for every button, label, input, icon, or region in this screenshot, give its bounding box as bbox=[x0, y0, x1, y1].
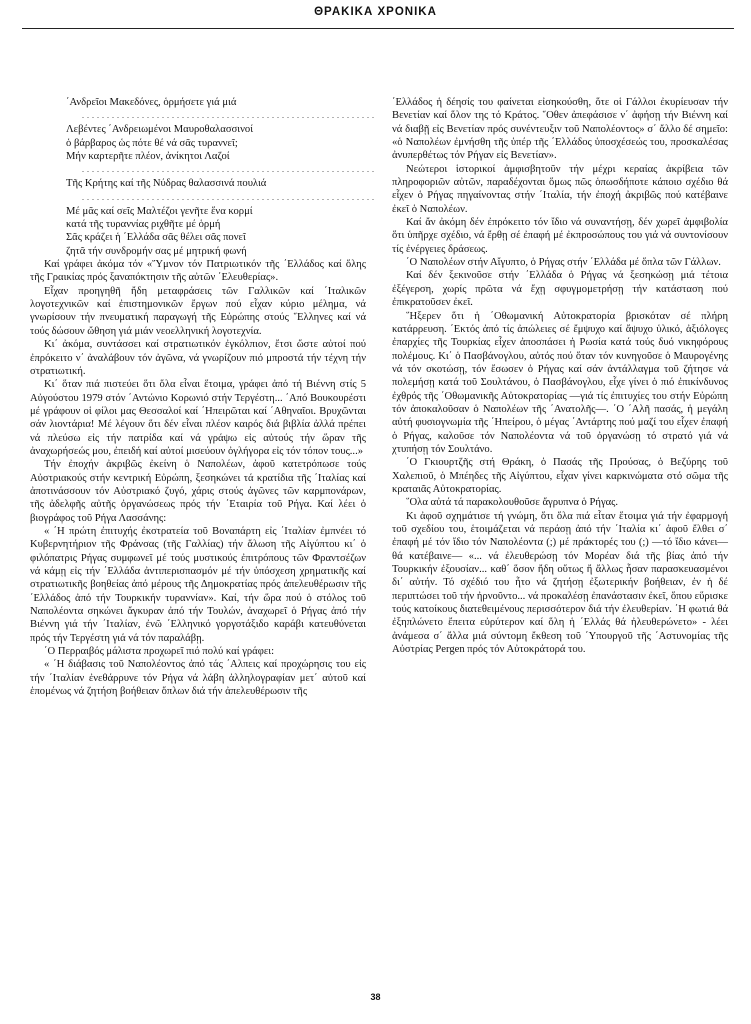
paragraph: ῞Ηξερεν ὅτι ἡ ΄Οθωμανική Αὐτοκρατορία βρισκόταν σέ πλήρη κατάρρευση. ΄Εκτός ἀπό τίς ἀπώλειες σέ ἔμψυχο καί ἄψυχο ὑλικό, ἀξιόλογες ἐπαρχίες τῆς Τουρκίας εἶχεν ἀποσπάσει ἡ Ρωσία κατά τούς δυό νικηφόρους πολέμους. Κι΄ ὁ Πασβάνογλου, αὐτός πού ὅταν τόν κυνηγοῦσε ὁ Μαυρογένης νά τόν σκοτώσῃ, τόν ἔσωσεν ὁ Ρήγας καί σάν ἀντάλλαγμα τοῦ ζήτησε νά πολεμήσῃ κατά τοῦ Σουλτάνου, ὁ Πασβάνογλου, εἶχε γίνει ὁ πιό ἐπικίνδυνος ἐχθρός τῆς ΄Οθωμανικῆς Αὐτοκρατορίας —γιά τίς ἐπιτυχίες του στήν Εὐρώπη τόν ἀποκαλοῦσαν ὁ Ναπολέων τῆς ΄Ανατολῆς—. ΄Ο ΄Αλῆ πασάς, ἡ μεγάλη αὐτή φυσιογνωμία τῆς ΄Ηπείρου, ὁ μέγας ΄Αντάρτης πού μαζί του εἶχεν ἐπαφή ὁ Ρήγας, καλοῦσε τόν Ναπολέοντα νά τοῦ ὀργανώσῃ τό στρατό γιά νά χτυπήσῃ τόν Σουλτάνο. bbox=[392, 310, 728, 455]
paragraph: Καί δέν ξεκινοῦσε στήν ΄Ελλάδα ὁ Ρήγας νά ξεσηκώσῃ μιά τέτοια ἐξέγερση, χωρίς πρῶτα νά ἔχῃ σφυγμομετρήσῃ τήν κατάσταση πού ἐπικρατοῦσεν ἐκεῖ. bbox=[392, 270, 728, 309]
paragraph: ΄Ο Γκιουρτζῆς στή Θράκη, ὁ Πασάς τῆς Προύσας, ὁ Βεζύρης τοῦ Χαλεπιοῦ, ὁ Μπέηδες τῆς Αἰγύπτου, εἶχαν γίνει καρκινώματα στό σῶμα τῆς κραταιᾶς Αὐτοκρατορίας. bbox=[392, 457, 728, 495]
paragraph: Τήν ἐποχήν ἀκριβῶς ἐκείνη ὁ Ναπολέων, ἀφοῦ κατετρόπωσε τούς Αὐστριακούς στήν κεντρική Εὐρώπη, ξεσηκώνει τά κρατίδια τῆς ΄Ιταλίας καί ἀποτινάσσουν τόν Αὐστριακό ζυγό, χάρις στούς ἀγῶνες τῶν καρμπονάρων, τῆς ἀδελφῆς αὐτῆς ὀργανώσεως πρός τήν ΄Εταιρία τοῦ Ρήγα. Καί λέει ὁ βιογράφος τοῦ Ρήγα Λασσάνης: bbox=[30, 459, 366, 524]
left-column bbox=[30, 96, 377, 698]
paragraph: ΄Ο Ναπολέων στήν Αἴγυπτο, ὁ Ρήγας στήν ΄Ελλάδα μέ ὅπλα τῶν Γάλλων. bbox=[406, 257, 721, 269]
poem-line: Μέ μᾶς καί σεῖς Μαλτέζοι γενῆτε ἕνα κορμί bbox=[66, 205, 253, 217]
poem-line: ὁ βάρβαρος ὡς πότε θέ νά σᾶς τυραννεῖ; bbox=[66, 137, 238, 149]
poem-line: Λεβέντες ΄Ανδρειωμένοι Μαυροθαλασσινοί bbox=[66, 124, 254, 136]
paragraph: Κι ἀφοῦ σχημάτισε τή γνώμη, ὅτι ὅλα πιά εἶταν ἕτοιμα γιά τήν ἐφαρμογή τοῦ σχεδίου του, ἑτοιμάζεται νά περάσῃ ἀπό τήν ΄Ιταλία κι΄ ἀφοῦ ἔλθει σ΄ ἐπαφή μέ τόν ἴδιο τόν Ναπολέοντα (;) μέ πράκτορές του (;) —τό ἴδιο κάνει— θά κατέβαινε— «... νά ἐλευθερώσῃ τόν Μορέαν διά τῆς βίας ἀπό τήν Τουρκικήν ἐξουσίαν... καθ΄ ὅσον ἤδη οὕτως ἤ ἄλλως ἦσαν παρασκευασμένοι δι΄ αὐτήν. Τό σχέδιό του ἦτο νά ζητήσῃ ἐξωτερικήν βοήθειαν, ἐν ἡ δέ περιπτώσει τοῦ τήν ἠρνοῦντο... νά προκαλέσῃ ἐπανάστασιν ἐκεῖ, ὅπου εὕρισκε τούς κατοίκους διατεθειμένους περισσότερον διά τήν ἐλευθερίαν. ΄Η φωτιά θά ἐξηπλώνετο ἔπειτα εὐρύτερον καί ὅλη ἡ ΄Ελλάς θά ἠλευθερώνετο» - λέει ἀνάμεσα σ΄ ἄλλα μιά σύντομη ἔκθεση τοῦ ΄Υπουργοῦ τῆς ΄Αστυνομίας τῆς Αὐστρίας Pergen πρός τόν Αὐτοκράτορά του. bbox=[392, 510, 728, 656]
paragraph: Νεώτεροι ἱστορικοί ἀμφισβητοῦν τήν μέχρι κεραίας ἀκρίβεια τῶν πληροφοριῶν αὐτῶν, παραδέχονται ὅμως πῶς ὁπωσδήποτε κάποιο σχέδιο θά εἶχεν ὁ Ρήγας πηγαίνοντας στήν ΄Ιταλία, τήν ἐποχή ἀκριβῶς πού κατέβαινε ἐκεῖ ὁ Ναπολέων. bbox=[392, 163, 728, 215]
header-rule bbox=[22, 28, 734, 29]
running-header: ΘΡΑΚΙΚΑ ΧΡΟΝΙΚΑ bbox=[314, 6, 437, 18]
poem-line: Τῆς Κρήτης καί τῆς Νύδρας θαλασσινά πουλιά bbox=[66, 178, 267, 190]
paragraph: ΄Ελλάδος ἡ δέησίς του φαίνεται εἰσηκούσθη, ὅτε οἱ Γάλλοι ἐκυρίευσαν τήν Βενετίαν καί ὅλον της τό Κράτος. ῞Οθεν ἀπεφάσισε ν΄ ἀφήσῃ τήν Βιέννη καί νά διαβῇ εἰς Βενετίαν πρός συνέντευξιν τοῦ Ναπολέοντος» σ΄ ἄλλο δέ σημεῖο: «ὁ Ναπολέων ἐμνήσθη τῆς ὑπέρ τῆς ΄Ελλάδος ὑποσχέσεώς του, προσκαλέσας ἀνυπερθέτως τόν Ρήγαν εἰς Βενετίαν». bbox=[392, 97, 728, 162]
paragraph: Εἶχαν προηγηθῆ ἤδη μεταφράσεις τῶν Γαλλικῶν καί ΄Ιταλικῶν λογοτεχνικῶν καί ἐπιστημονικῶν ἔργων πού εἶχαν κύριο μέλημα, νά γνωρίσουν τήν πνευματική παραγωγή τῆς Εὐρώπης στούς ῞Ελληνες καί νά τούς δώσουν ὤθηση γιά μιάν νεοελληνική λογοτεχνία. bbox=[30, 285, 366, 337]
poem-block bbox=[66, 96, 377, 258]
quote-paragraph: « ΄Η διάβασις τοῦ Ναπολέοντος ἀπό τάς ΄Αλπεις καί προχώρησις του εἰς τήν ΄Ιταλίαν ἐνεθάρρυνε τόν Ρήγα νά λάβη ἀλληλογραφίαν μετ΄ αὐτοῦ καί ἑπομένως νά ζητήση βοήθειαν ὅπλων διά τήν ἀπελευθέρωσιν τῆς bbox=[30, 659, 366, 698]
paragraph: Καί γράφει ἀκόμα τόν «Ὕμνον τόν Πατριωτικόν τῆς ΄Ελλάδος καί ὅλης τῆς Γραικίας πρός ξαναπόκτησιν τῆς αὐτῶν ΄Ελευθερίας». bbox=[30, 259, 366, 284]
paragraph: ῞Ολα αὐτά τά παρακολουθοῦσε ἄγρυπνα ὁ Ρήγας. bbox=[406, 497, 619, 509]
paragraph: ΄Ο Περραιβός μάλιστα προχωρεῖ πιό πολύ καί γράφει: bbox=[44, 646, 275, 658]
quote-paragraph: « ΄Η πρώτη ἐπιτυχής ἐκστρατεία τοῦ Βοναπάρτη εἰς ΄Ιταλίαν ἐμπνέει τό Κυβερνητήριον τῆς Φράνσας (τῆς Γαλλίας) τήν ἅλωση τῆς Αἰγύπτου κι΄ ὁ φιλόπατρις Ρήγας συμφωνεῖ μέ τούς μυστικούς ἐπιτρόπους τῶν Φραντσέζων νά κάμῃ εἰς τήν ΄Ελλάδα ἀντιπερισπασμόν μέ τήν ὑπόσχεση χρηματικῆς καί στρατιωτικῆς βοηθείας ἀπό μέρους τῆς Δημοκρατίας πρός ἀπελευθέρωσιν τῆς ΄Ελλάδος ἀπό τήν Τουρκικήν τυραννίαν». Καί, τήν ὥρα πού ὁ στόλος τοῦ Ναπολέοντα σηκώνει ἄγκυραν ἀπό τήν Τουλών, ἀναχωρεῖ ὁ Ρήγας ἀπό τήν Βιέννη γιά τήν ΄Ιταλίαν, ἐνῶ ΄Ελληνικό γοργοτάξιδο καράβι κατευθύνεται πρός τήν Τεργέστη γιά νά τόν παραλάβῃ. bbox=[30, 525, 366, 644]
poem-line: Σᾶς κράζει ἡ ΄Ελλάδα σᾶς θέλει σᾶς πονεῖ bbox=[66, 232, 246, 244]
paragraph: Κι΄ ὅταν πιά πιστεύει ὅτι ὅλα εἶναι ἕτοιμα, γράφει ἀπό τή Βιέννη στίς 5 Αὐγούστου 1979 στόν ΄Αντώνιο Κορωνιό στήν Τεργέστη... ΄Από Βουκουρέστι μέ γράφουν οἱ φίλοι μας Θεσσαλοί καί ΄Ηπειρῶται καί ΄Αθηναῖοι. Βρυχῶνται σάν λιοντάρια! Μέ λέγουν ὅτι δέν εἶναι πλέον καιρός διά βιβλία ἀλλά πρέπει νά πλεύσω εἰς τήν πατρίδα καί νά γράψω εἰς αὐτούς τήν ὥραν τῆς ἀναχωρήσεώς μου, ἐπειδή καί αὐτοί μισεύουν ὀγλήγορα εἰς τόν τόπον τους...» bbox=[30, 379, 366, 457]
poem-line: ΄Ανδρεῖοι Μακεδόνες, ὁρμήσετε γιά μιά bbox=[66, 97, 237, 108]
ellipsis-divider: ........................................................... bbox=[82, 111, 377, 121]
poem-line: κατά τῆς τυραννίας ριχθῆτε μέ ὁρμή bbox=[66, 219, 221, 231]
paragraph: Καί ἄν ἀκόμη δέν ἐπρόκειτο τόν ἴδιο νά συναντήσῃ, δέν χωρεῖ ἀμφιβολία ὅτι ὑπῆρχε σχέδιο, νά ἔρθῃ σέ ἐπαφή μέ ἐκπροσώπους του γιά νά συντονίσουν τίς ἐνέργειες δράσεως. bbox=[392, 217, 728, 255]
right-column bbox=[392, 96, 728, 656]
poem-line: Μήν καρτερῆτε πλέον, ἀνίκητοι Λαζοί bbox=[66, 151, 230, 163]
ellipsis-divider: ........................................................... bbox=[82, 192, 377, 202]
paragraph: Κι΄ ἀκόμα, συντάσσει καί στρατιωτικόν ἐγκόλπιον, ἔτσι ὥστε αὐτοί πού ἐπρόκειτο ν΄ ἀναλάβουν τόν ἀγῶνα, νά γνωρίζουν πιό μπροστά τήν τέχνη τήν στρατιωτική. bbox=[30, 339, 366, 377]
poem-line: ζητᾶ τήν συνδρομήν σας μέ μητρική φωνή bbox=[66, 245, 247, 257]
page-number: 38 bbox=[370, 992, 381, 1002]
ellipsis-divider: ........................................................... bbox=[82, 165, 377, 175]
